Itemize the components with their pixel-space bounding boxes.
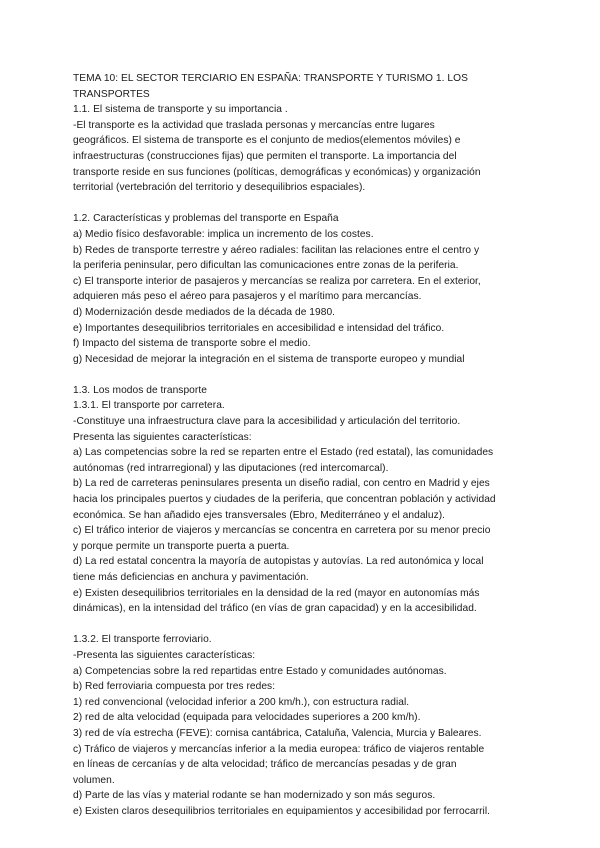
paragraph-spacer bbox=[73, 617, 525, 633]
list-item-line: a) Competencias sobre la red repartidas entre Estado y comunidades autónomas. bbox=[73, 665, 447, 677]
list-item-line: c) El tráfico interior de viajeros y mercancías se concentra en carretera por su menor precio bbox=[73, 525, 491, 537]
section-heading: 1.2. Características y problemas del transporte en España bbox=[73, 213, 339, 225]
list-item-line: b) La red de carreteras peninsulares presenta un diseño radial, con centro en Madrid y ejes bbox=[73, 478, 490, 490]
list-item-line: c) Tráfico de viajeros y mercancías inferior a la media europea: tráfico de viajeros rentable bbox=[73, 743, 485, 755]
paragraph-line: -Presenta las siguientes características: bbox=[73, 649, 256, 661]
paragraph-line: geográficos. El sistema de transporte es el conjunto de medios(elementos móviles) e bbox=[73, 135, 461, 147]
list-item-line: y porque permite un transporte puerta a puerta. bbox=[73, 540, 290, 552]
list-item-line: a) Las competencias sobre la red se reparten entre el Estado (red estatal), las comunidades bbox=[73, 447, 494, 459]
list-item-line: volumen. bbox=[73, 774, 115, 786]
list-item-line: hacia los principales puertos y ciudades de la periferia, que concentran población y actividad bbox=[73, 494, 496, 506]
list-item-line: 1) red convencional (velocidad inferior a 200 km/h.), con estructura radial. bbox=[73, 696, 410, 708]
list-item-line: económica. Se han añadido ejes transversales (Ebro, Mediterráneo y el andaluz). bbox=[73, 509, 446, 521]
list-item-line: en líneas de cercanías y de alta velocidad; tráfico de mercancías pesadas y de gran bbox=[73, 759, 457, 771]
list-item-line: 2) red de alta velocidad (equipada para velocidades superiores a 200 km/h). bbox=[73, 712, 421, 724]
section-heading: 1.1. El sistema de transporte y su importancia . bbox=[73, 104, 288, 116]
paragraph-spacer bbox=[73, 196, 525, 212]
list-item-line: e) Importantes desequilibrios territoriales en accesibilidad e intensidad del tráfico. bbox=[73, 322, 445, 334]
list-item-line: d) La red estatal concentra la mayoría de autopistas y autovías. La red autonómica y local bbox=[73, 556, 484, 568]
list-item-line: b) Redes de transporte terrestre y aéreo radiales: facilitan las relaciones entre el centro y bbox=[73, 244, 480, 256]
document-page bbox=[73, 71, 525, 820]
paragraph-spacer bbox=[73, 367, 525, 383]
list-item-line: f) Impacto del sistema de transporte sobre el medio. bbox=[73, 338, 311, 350]
list-item-line: 3) red de vía estrecha (FEVE): cornisa cantábrica, Cataluña, Valencia, Murcia y Baleares. bbox=[73, 727, 482, 739]
list-item-line: b) Red ferroviaria compuesta por tres redes: bbox=[73, 681, 276, 693]
title-line: TRANSPORTES bbox=[73, 88, 150, 100]
paragraph-line: transporte reside en sus funciones (políticas, demográficas y económicas) y organización bbox=[73, 166, 481, 178]
list-item-line: dinámicas), en la intensidad del tráfico (en vías de gran capacidad) y en la accesibilidad. bbox=[73, 603, 477, 615]
list-item-line: autónomas (red intrarregional) y las diputaciones (red intercomarcal). bbox=[73, 462, 389, 474]
paragraph-line: -El transporte es la actividad que traslada personas y mercancías entre lugares bbox=[73, 119, 435, 131]
list-item-line: tiene más deficiencias en anchura y pavimentación. bbox=[73, 572, 309, 583]
list-item-line: a) Medio físico desfavorable: implica un incremento de los costes. bbox=[73, 228, 374, 240]
list-item-line: d) Parte de las vías y material rodante se han modernizado y son más seguros. bbox=[73, 790, 436, 802]
list-item-line: la periferia peninsular, pero dificultan las comunicaciones entre zonas de la periferia. bbox=[73, 260, 459, 272]
subsection-heading: 1.3.1. El transporte por carretera. bbox=[73, 400, 225, 412]
list-item-line: adquieren más peso el aéreo para pasajeros y el marítimo para mercancías. bbox=[73, 291, 422, 303]
section-1-3 bbox=[73, 383, 525, 617]
list-item-line: e) Existen desequilibrios territoriales en la densidad de la red (mayor en autonomías más bbox=[73, 587, 480, 599]
section-1-1 bbox=[73, 102, 525, 196]
section-heading: 1.3. Los modos de transporte bbox=[73, 384, 207, 396]
paragraph-line: -Constituye una infraestructura clave para la accesibilidad y articulación del territorio. bbox=[73, 416, 461, 428]
section-1-2 bbox=[73, 211, 525, 367]
title-line: TEMA 10: EL SECTOR TERCIARIO EN ESPAÑA: TRANSPORTE Y TURISMO 1. LOS bbox=[73, 73, 468, 84]
subsection-heading: 1.3.2. El transporte ferroviario. bbox=[73, 634, 212, 646]
paragraph-line: Presenta las siguientes características: bbox=[73, 431, 252, 443]
paragraph-line: territorial (vertebración del territorio y desequilibrios espaciales). bbox=[73, 182, 366, 194]
list-item-line: c) El transporte interior de pasajeros y mercancías se realiza por carretera. En el exterior, bbox=[73, 275, 481, 287]
paragraph-line: infraestructuras (construcciones fijas) que permiten el transporte. La importancia del bbox=[73, 150, 457, 162]
list-item-line: e) Existen claros desequilibrios territoriales en equipamientos y accesibilidad por ferrocarril. bbox=[73, 805, 491, 817]
section-1-3-2 bbox=[73, 632, 525, 819]
list-item-line: d) Modernización desde mediados de la década de 1980. bbox=[73, 306, 336, 318]
document-title bbox=[73, 71, 525, 102]
list-item-line: g) Necesidad de mejorar la integración en el sistema de transporte europeo y mundial bbox=[73, 353, 465, 365]
